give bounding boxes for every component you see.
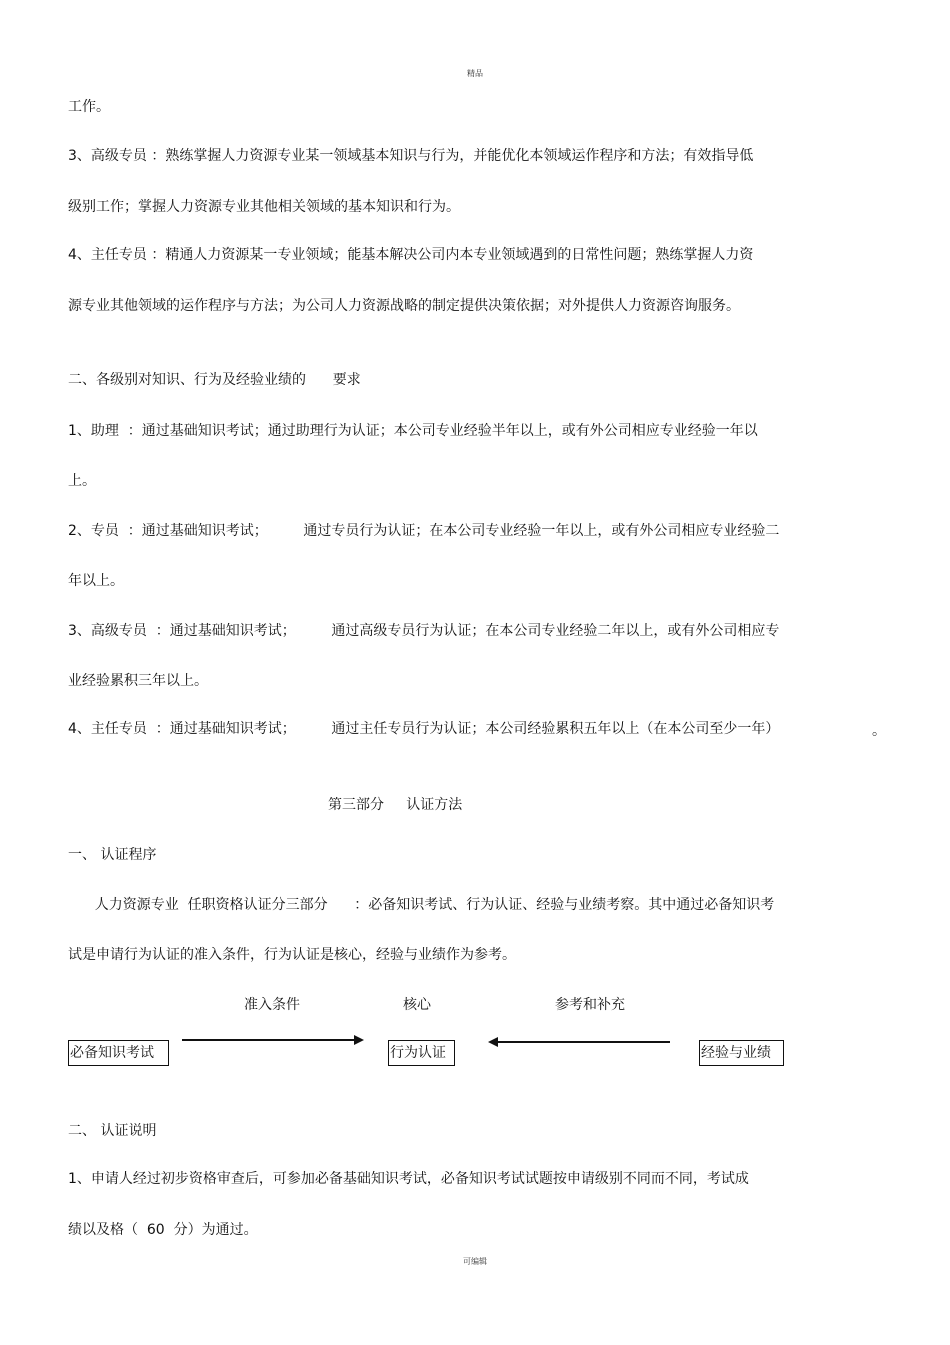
text-line: 2、专员 ：通过基础知识考试； 通过专员行为认证；在本公司专业经验一年以上，或有外公司相应专业经验二 [68, 523, 780, 539]
text-line: 3、高级专员 ：熟练掌握人力资源专业某一领域基本知识与行为，并能优化本领域运作程序和方法；有效指导低 [68, 148, 754, 164]
text-line: 上。 [68, 473, 96, 489]
section-heading: 二、各级别对知识、行为及经验业绩的 要求 [68, 372, 361, 388]
text-line-end: 。 [872, 723, 886, 739]
text-line: 1、申请人经过初步资格审查后，可参加必备基础知识考试，必备知识考试试题按申请级别不同而不同，考试成 [68, 1171, 749, 1187]
diagram-box-behavior-cert: 行为认证 [388, 1040, 455, 1066]
section-heading: 二、 认证说明 [68, 1123, 157, 1139]
text-line: 源专业其他领域的运作程序与方法；为公司人力资源战略的制定提供决策依据；对外提供人力资源咨询服务。 [68, 298, 740, 314]
text-line: 4、主任专员 ：精通人力资源某一专业领域；能基本解决公司内本专业领域遇到的日常性问题；熟练掌握人力资 [68, 247, 754, 263]
text-line: 试是申请行为认证的准入条件，行为认证是核心，经验与业绩作为参考。 [68, 947, 516, 963]
diagram-box-experience: 经验与业绩 [699, 1040, 784, 1066]
diagram-label-core: 核心 [403, 997, 431, 1013]
arrow-left-icon [484, 1034, 674, 1050]
diagram-label-reference: 参考和补充 [555, 997, 625, 1013]
part-title: 第三部分 认证方法 [328, 797, 463, 813]
diagram-label-admission: 准入条件 [244, 997, 300, 1013]
arrow-right-icon [180, 1032, 370, 1048]
text-line: 4、主任专员 ：通过基础知识考试； 通过主任专员行为认证；本公司经验累积五年以上（在本公司至少一年） [68, 721, 780, 737]
text-line: 业经验累积三年以上。 [68, 673, 208, 689]
text-line: 级别工作；掌握人力资源专业其他相关领域的基本知识和行为。 [68, 199, 460, 215]
section-heading: 一、 认证程序 [68, 847, 157, 863]
text-line: 1、助理 ：通过基础知识考试；通过助理行为认证；本公司专业经验半年以上，或有外公司相应专业经验一年以 [68, 423, 758, 439]
diagram-box-knowledge-exam: 必备知识考试 [68, 1040, 169, 1066]
page-footer: 可编辑 [463, 1257, 487, 1266]
page-header: 精品 [467, 69, 483, 78]
text-line: 绩以及格（ 60 分）为通过。 [68, 1222, 258, 1238]
text-line: 年以上。 [68, 573, 124, 589]
text-line: 工作。 [68, 99, 110, 115]
text-line: 人力资源专业 任职资格认证分三部分 ：必备知识考试、行为认证、经验与业绩考察。其中通过必备知识考 [68, 897, 775, 913]
text-line: 3、高级专员 ：通过基础知识考试； 通过高级专员行为认证；在本公司专业经验二年以上，或有外公司相应专 [68, 623, 780, 639]
